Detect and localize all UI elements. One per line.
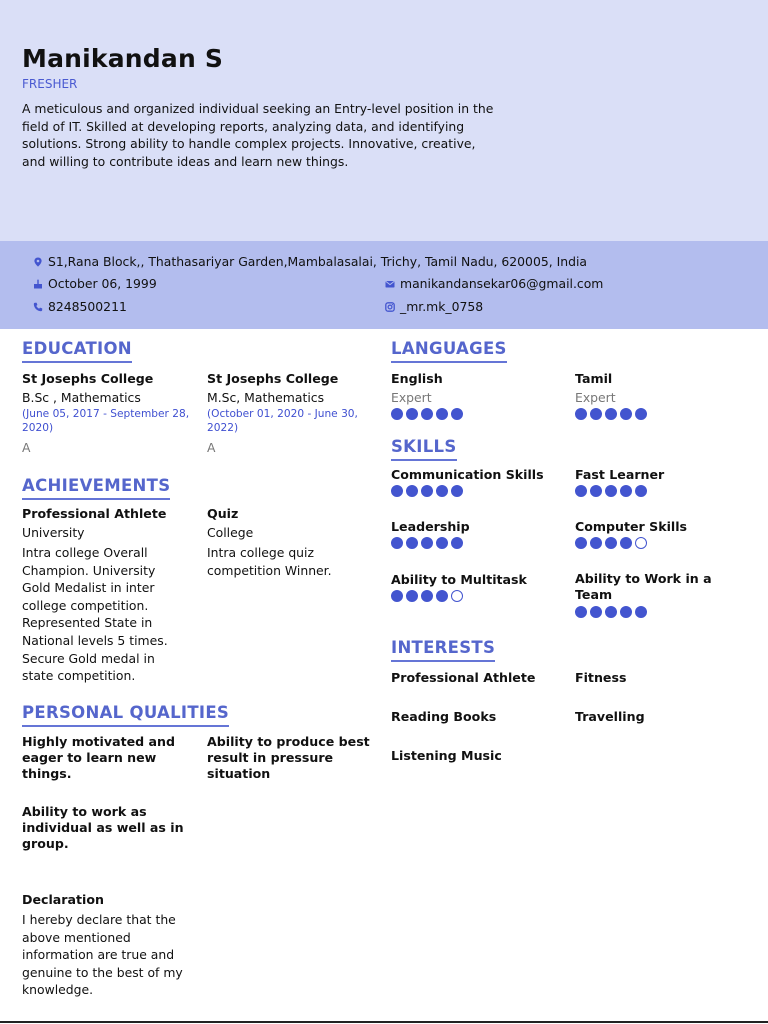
rating-dot-filled: [391, 590, 403, 602]
achievement-level-1: University: [22, 525, 85, 540]
contact-email[interactable]: [385, 276, 603, 291]
rating-dot-filled: [620, 408, 632, 420]
interest-item-5: Listening Music: [391, 748, 502, 763]
rating-dot-filled: [575, 537, 587, 549]
skill-name-6: Ability to Work in a Team: [575, 571, 712, 602]
rating-dot-filled: [590, 537, 602, 549]
achievement-desc-1: Intra college Overall Champion. University Gold Medalist in inter college competition. Represented State in National levels 5 times. Secure Gold medal in state competition.: [22, 545, 168, 684]
interest-item-3: Reading Books: [391, 709, 497, 724]
language-name-2: Tamil: [575, 371, 613, 386]
rating-dot-filled: [436, 408, 448, 420]
rating-dot-filled: [436, 485, 448, 497]
skill-name-1: Communication Skills: [391, 467, 544, 482]
interests-title: INTERESTS: [391, 638, 495, 662]
quality-item-1: Highly motivated and eager to learn new things.: [22, 734, 176, 781]
rating-dot-filled: [421, 537, 433, 549]
rating-dot-filled: [635, 485, 647, 497]
dob-text: October 06, 1999: [48, 276, 157, 291]
contact-instagram[interactable]: [385, 299, 483, 314]
skill-name-5: Ability to Multitask: [391, 572, 527, 587]
rating-dot-filled: [406, 590, 418, 602]
rating-dot-filled: [575, 485, 587, 497]
rating-dot-filled: [575, 408, 587, 420]
rating-dot-filled: [605, 485, 617, 497]
rating-dot-filled: [421, 485, 433, 497]
education-degree-2: M.Sc, Mathematics: [207, 390, 325, 405]
rating-dot-filled: [590, 485, 602, 497]
declaration-text: I hereby declare that the above mentioned information are true and genuine to the best of my knowledge.: [22, 912, 183, 998]
candidate-role: FRESHER: [22, 77, 78, 91]
instagram-text[interactable]: _mr.mk_0758: [400, 299, 484, 314]
contact-address: [33, 254, 587, 269]
skill-rating-1: [391, 485, 463, 497]
education-title: EDUCATION: [22, 339, 132, 363]
languages-title: LANGUAGES: [391, 339, 507, 363]
achievement-desc-2: Intra college quiz competition Winner.: [207, 545, 332, 578]
resume-header: [0, 0, 768, 241]
rating-dot-filled: [590, 606, 602, 618]
rating-dot-filled: [605, 408, 617, 420]
instagram-icon: [385, 302, 395, 312]
skill-rating-3: [391, 537, 463, 549]
phone-icon: [33, 302, 43, 312]
rating-dot-filled: [421, 408, 433, 420]
language-rating-2: [575, 408, 647, 420]
rating-dot-filled: [451, 485, 463, 497]
achievement-name-2: Quiz: [207, 506, 239, 521]
rating-dot-filled: [635, 606, 647, 618]
achievement-name-1: Professional Athlete: [22, 506, 167, 521]
skill-rating-6: [575, 606, 647, 618]
skill-rating-4: [575, 537, 647, 549]
rating-dot-empty: [451, 590, 463, 602]
qualities-title: PERSONAL QUALITIES: [22, 703, 229, 727]
rating-dot-filled: [436, 590, 448, 602]
skill-rating-5: [391, 590, 463, 602]
rating-dot-filled: [406, 537, 418, 549]
contact-bar: [0, 241, 768, 329]
rating-dot-filled: [575, 606, 587, 618]
email-icon: [385, 279, 395, 289]
interest-item-2: Fitness: [575, 670, 627, 685]
language-level-2: Expert: [575, 390, 616, 405]
quality-item-2: Ability to produce best result in pressure situation: [207, 734, 370, 781]
declaration-title: Declaration: [22, 892, 104, 907]
rating-dot-filled: [605, 537, 617, 549]
email-text[interactable]: manikandansekar06@gmail.com: [400, 276, 604, 291]
skill-name-4: Computer Skills: [575, 519, 688, 534]
contact-phone: [33, 299, 127, 314]
rating-dot-filled: [406, 408, 418, 420]
rating-dot-filled: [620, 537, 632, 549]
rating-dot-filled: [436, 537, 448, 549]
rating-dot-filled: [451, 537, 463, 549]
skill-name-3: Leadership: [391, 519, 470, 534]
education-degree-1: B.Sc , Mathematics: [22, 390, 141, 405]
location-pin-icon: [33, 257, 43, 267]
rating-dot-filled: [391, 537, 403, 549]
rating-dot-filled: [421, 590, 433, 602]
rating-dot-empty: [635, 537, 647, 549]
contact-dob: [33, 276, 157, 291]
rating-dot-filled: [406, 485, 418, 497]
language-level-1: Expert: [391, 390, 432, 405]
phone-text: 8248500211: [48, 299, 127, 314]
page-bottom-rule: [0, 1021, 768, 1023]
education-school-1: St Josephs College: [22, 371, 154, 386]
achievements-title: ACHIEVEMENTS: [22, 476, 170, 500]
rating-dot-filled: [590, 408, 602, 420]
birthday-cake-icon: [33, 279, 43, 289]
interest-item-4: Travelling: [575, 709, 645, 724]
skill-name-2: Fast Learner: [575, 467, 665, 482]
candidate-name: Manikandan S: [22, 44, 224, 73]
language-name-1: English: [391, 371, 443, 386]
rating-dot-filled: [391, 408, 403, 420]
achievement-level-2: College: [207, 525, 254, 540]
education-grade-1: A: [22, 440, 31, 455]
education-grade-2: A: [207, 440, 216, 455]
rating-dot-filled: [620, 485, 632, 497]
rating-dot-filled: [391, 485, 403, 497]
address-text: S1,Rana Block,, Thathasariyar Garden,Mambalasalai, Trichy, Tamil Nadu, 620005, India: [48, 254, 587, 269]
language-rating-1: [391, 408, 463, 420]
profile-summary: A meticulous and organized individual seeking an Entry-level position in the field of IT. Skilled at developing reports, analyzing data, and identifying solutions. Strong ability to handle complex projects. Innovative, creative, and willing to contribute ideas and learn new things.: [22, 101, 494, 169]
education-dates-2: (October 01, 2020 - June 30, 2022): [207, 408, 358, 434]
rating-dot-filled: [451, 408, 463, 420]
rating-dot-filled: [620, 606, 632, 618]
skill-rating-2: [575, 485, 647, 497]
quality-item-3: Ability to work as individual as well as in group.: [22, 804, 184, 851]
rating-dot-filled: [605, 606, 617, 618]
education-dates-1: (June 05, 2017 - September 28, 2020): [22, 408, 190, 434]
skills-title: SKILLS: [391, 437, 457, 461]
education-school-2: St Josephs College: [207, 371, 339, 386]
interest-item-1: Professional Athlete: [391, 670, 536, 685]
rating-dot-filled: [635, 408, 647, 420]
